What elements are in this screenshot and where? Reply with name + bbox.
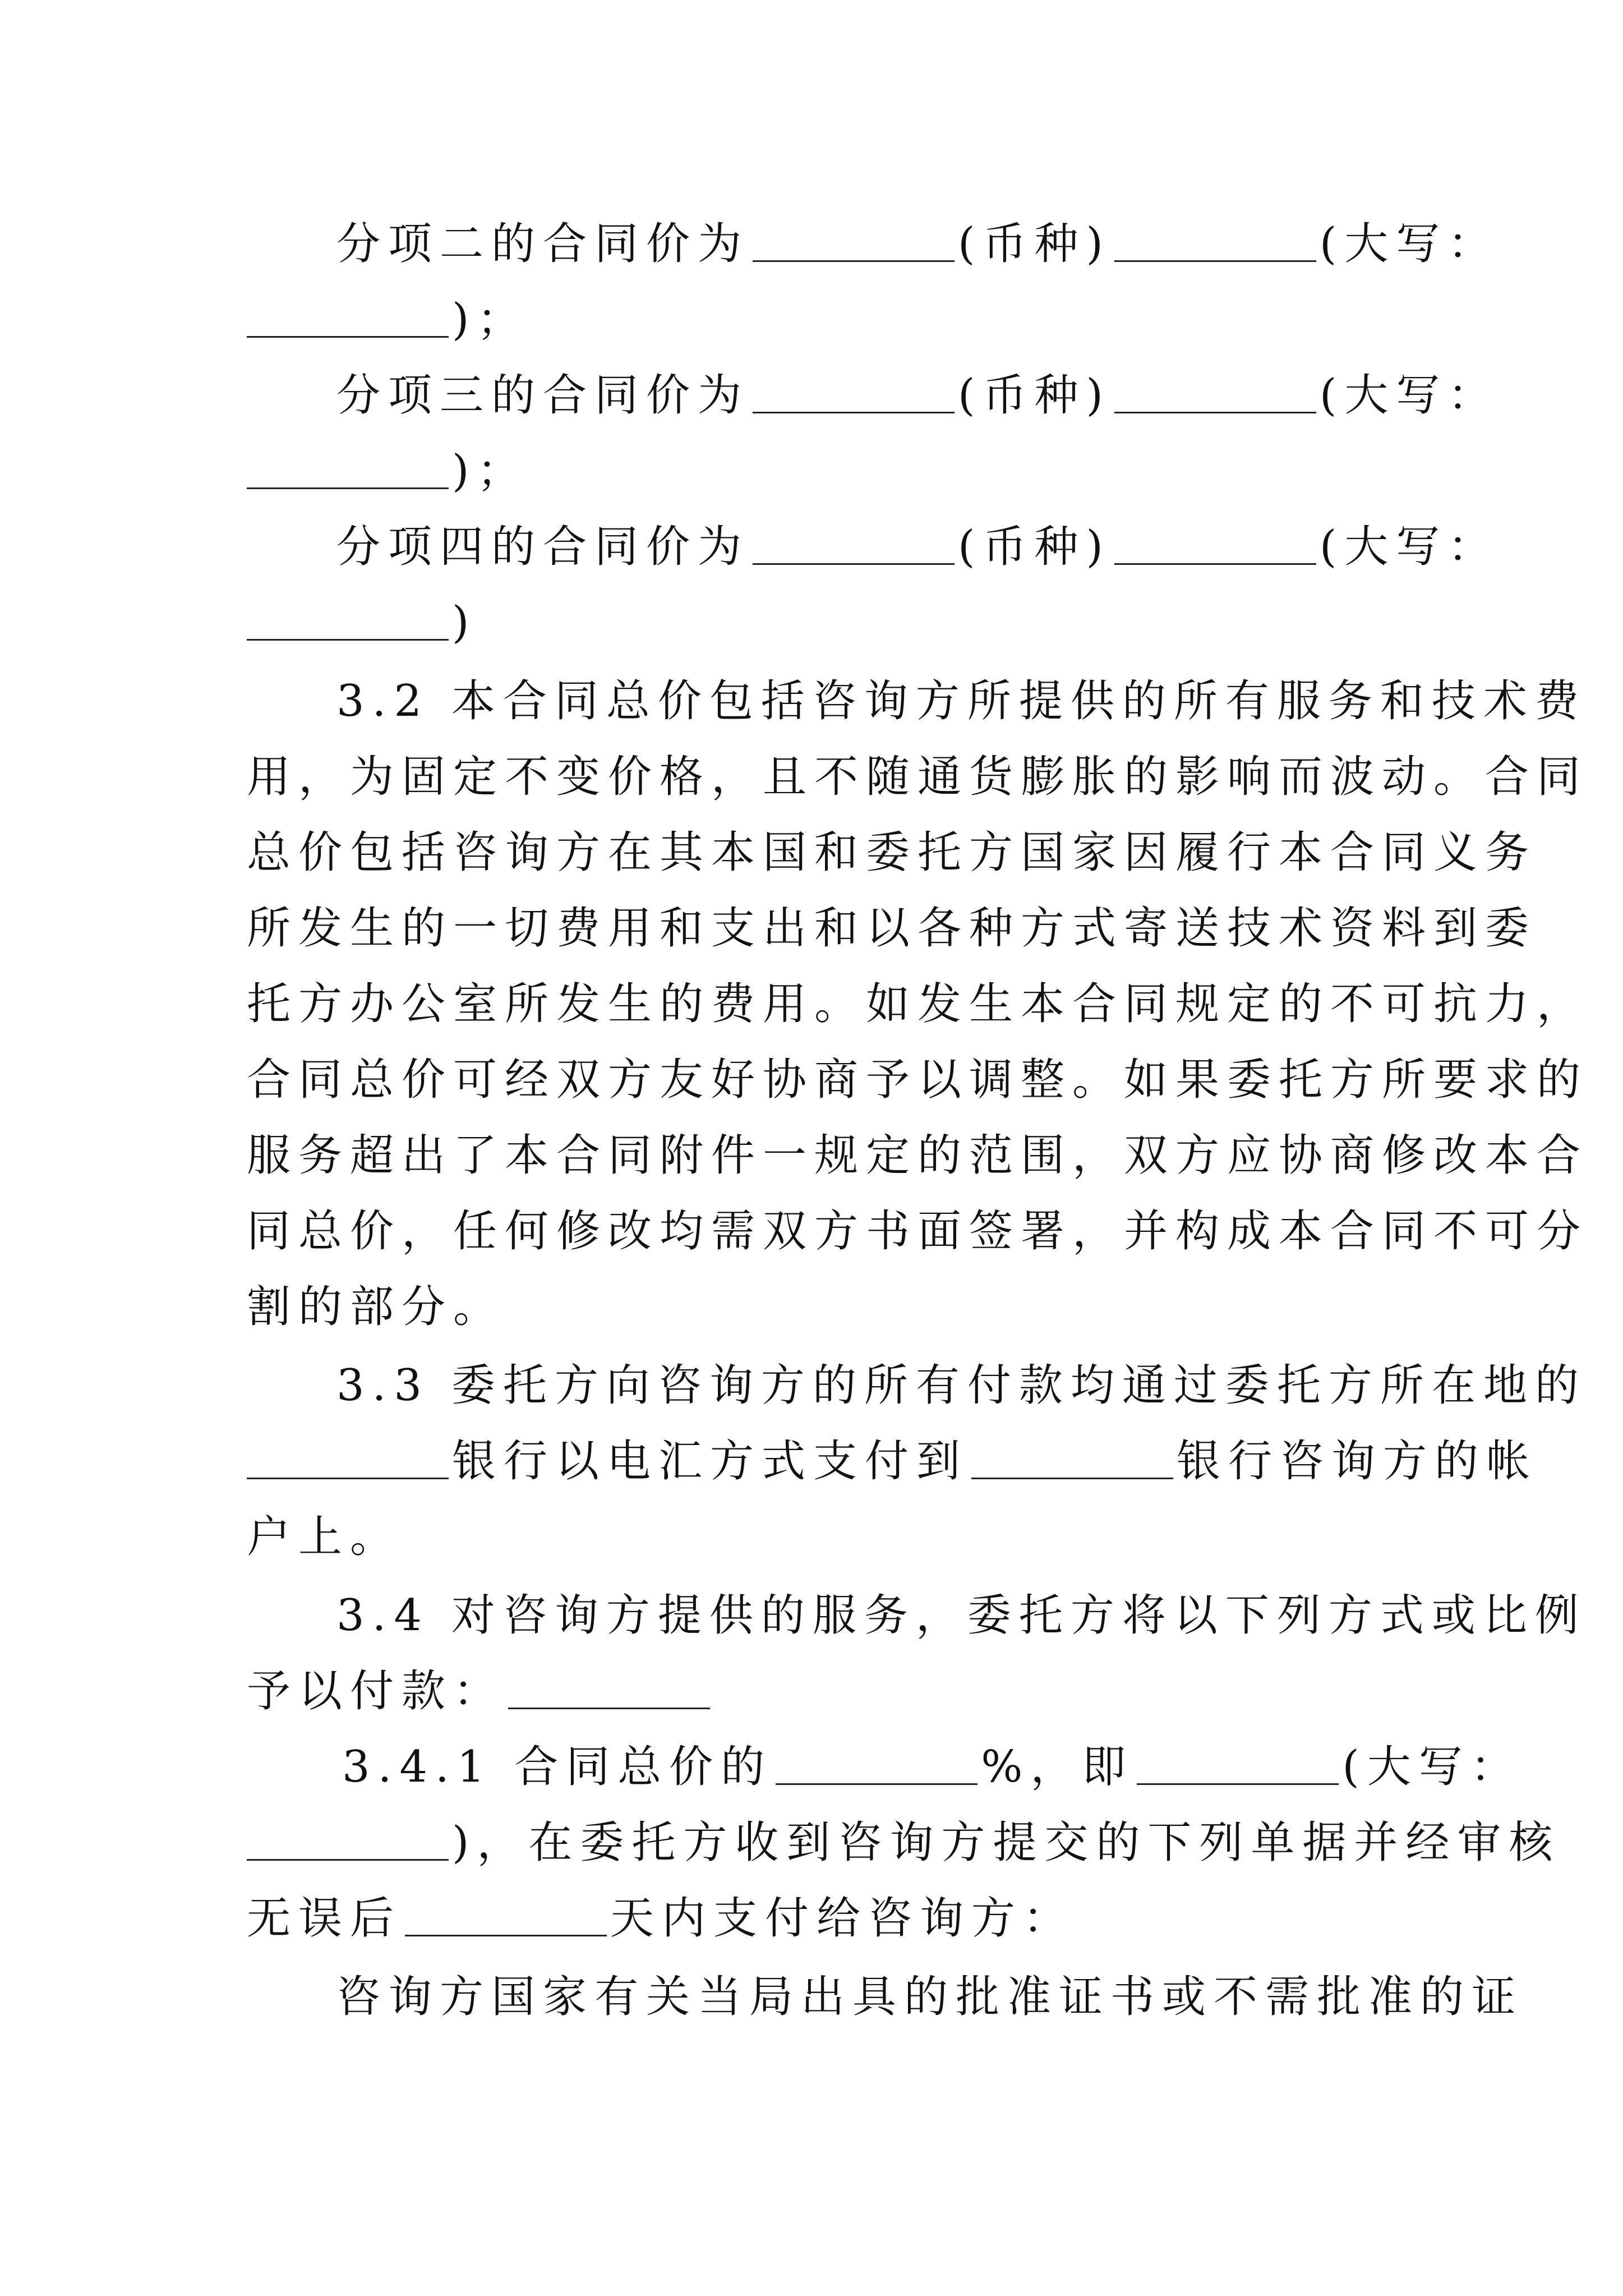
paragraph-text: 予以付款： — [247, 1666, 505, 1717]
paragraph-text: 托方办公室所发生的费用。如发生本合同规定的不可抗力， — [247, 979, 1589, 1029]
blank-field — [247, 448, 449, 489]
capital-label: (大写： — [1319, 219, 1500, 269]
closing-paren: )； — [452, 295, 529, 345]
paragraph-text: 合同总价可经双方友好协商予以调整。如果委托方所要求的 — [247, 1055, 1589, 1105]
paragraph-text: (大写： — [1342, 1742, 1522, 1792]
paragraph-text: 3.4.1 合同总价的 — [342, 1742, 773, 1792]
paragraph-text: 无误后 — [247, 1893, 402, 1944]
blank-field — [1114, 372, 1316, 413]
clause-3-2-line-6 — [247, 1052, 1589, 1108]
paragraph-text: 天内支付给咨询方： — [610, 1893, 1075, 1944]
item-4-capital-line — [247, 595, 1380, 651]
item-2-capital-line — [247, 292, 1380, 348]
clause-3-2-line-5 — [247, 976, 1589, 1032]
item-2-label: 分项二的合同价为 — [336, 219, 750, 269]
paragraph-text: 总价包括咨询方在其本国和委托方国家因履行本合同义务 — [247, 827, 1537, 878]
clause-3-3-line-3 — [247, 1509, 1380, 1565]
clause-3-2-line-7 — [247, 1128, 1589, 1184]
clause-3-3-line-2 — [247, 1433, 1538, 1489]
blank-field — [753, 221, 955, 262]
capital-label: (大写： — [1319, 522, 1500, 572]
blank-field — [247, 297, 449, 338]
documents-line-1 — [336, 1969, 1524, 2025]
clause-3-3-line-1 — [336, 1358, 1587, 1414]
paragraph-text: 3.3 委托方向咨询方的所有付款均通过委托方所在地的 — [336, 1360, 1587, 1411]
clause-3-2-line-9 — [247, 1279, 1380, 1335]
paragraph-text: %，即 — [981, 1742, 1134, 1792]
clause-3-4-line-2 — [247, 1663, 1380, 1719]
clause-3-4-1-line-3 — [247, 1890, 1380, 1947]
paragraph-text: 所发生的一切费用和支出和以各种方式寄送技术资料到委 — [247, 903, 1537, 954]
paragraph-text: 3.2 本合同总价包括咨询方所提供的所有服务和技术费 — [336, 676, 1587, 726]
item-3-capital-line — [247, 443, 1380, 499]
paragraph-text: 服务超出了本合同附件一规定的范围，双方应协商修改本合 — [247, 1130, 1589, 1181]
blank-field — [405, 1895, 607, 1936]
paragraph-text: 咨询方国家有关当局出具的批准证书或不需批准的证 — [336, 1972, 1524, 2022]
clause-3-2-line-4 — [247, 900, 1537, 956]
blank-field — [971, 1438, 1173, 1479]
clause-3-4-line-1 — [336, 1588, 1587, 1644]
clause-3-2-line-8 — [247, 1203, 1589, 1259]
capital-label: (大写： — [1319, 370, 1500, 421]
item-4-label: 分项四的合同价为 — [336, 522, 750, 572]
blank-field — [776, 1744, 978, 1785]
blank-field — [753, 524, 955, 565]
paragraph-text: 用，为固定不变价格，且不随通货膨胀的影响而波动。合同 — [247, 752, 1589, 802]
blank-field — [753, 372, 955, 413]
blank-field — [1114, 221, 1316, 262]
item-2-price-line — [336, 216, 1500, 272]
paragraph-text: )，在委托方收到咨询方提交的下列单据并经审核 — [452, 1818, 1561, 1868]
currency-label: (币种) — [958, 219, 1111, 269]
blank-field — [247, 1820, 449, 1861]
paragraph-text: 3.4 对咨询方提供的服务，委托方将以下列方式或比例 — [336, 1590, 1587, 1641]
paragraph-text: 户上。 — [247, 1512, 402, 1562]
paragraph-text: 割的部分。 — [247, 1282, 505, 1332]
item-3-label: 分项三的合同价为 — [336, 370, 750, 421]
clause-3-2-line-2 — [247, 749, 1589, 805]
paragraph-text: 银行以电汇方式支付到 — [452, 1436, 969, 1487]
closing-paren: ) — [452, 597, 477, 648]
closing-paren: )； — [452, 446, 529, 496]
paragraph-text: 银行咨询方的帐 — [1177, 1436, 1538, 1487]
clause-3-2-line-3 — [247, 825, 1537, 881]
blank-field — [1114, 524, 1316, 565]
clause-3-4-1-line-2 — [247, 1815, 1561, 1871]
currency-label: (币种) — [958, 370, 1111, 421]
blank-field — [247, 1438, 449, 1479]
blank-field — [1137, 1744, 1339, 1785]
blank-field — [247, 600, 449, 641]
paragraph-text: 同总价，任何修改均需双方书面签署，并构成本合同不可分 — [247, 1206, 1589, 1257]
clause-3-4-1-line-1 — [342, 1739, 1522, 1795]
item-3-price-line — [336, 367, 1500, 424]
clause-3-2-line-1 — [336, 673, 1587, 729]
item-4-price-line — [336, 519, 1500, 575]
currency-label: (币种) — [958, 522, 1111, 572]
blank-field — [508, 1668, 710, 1709]
